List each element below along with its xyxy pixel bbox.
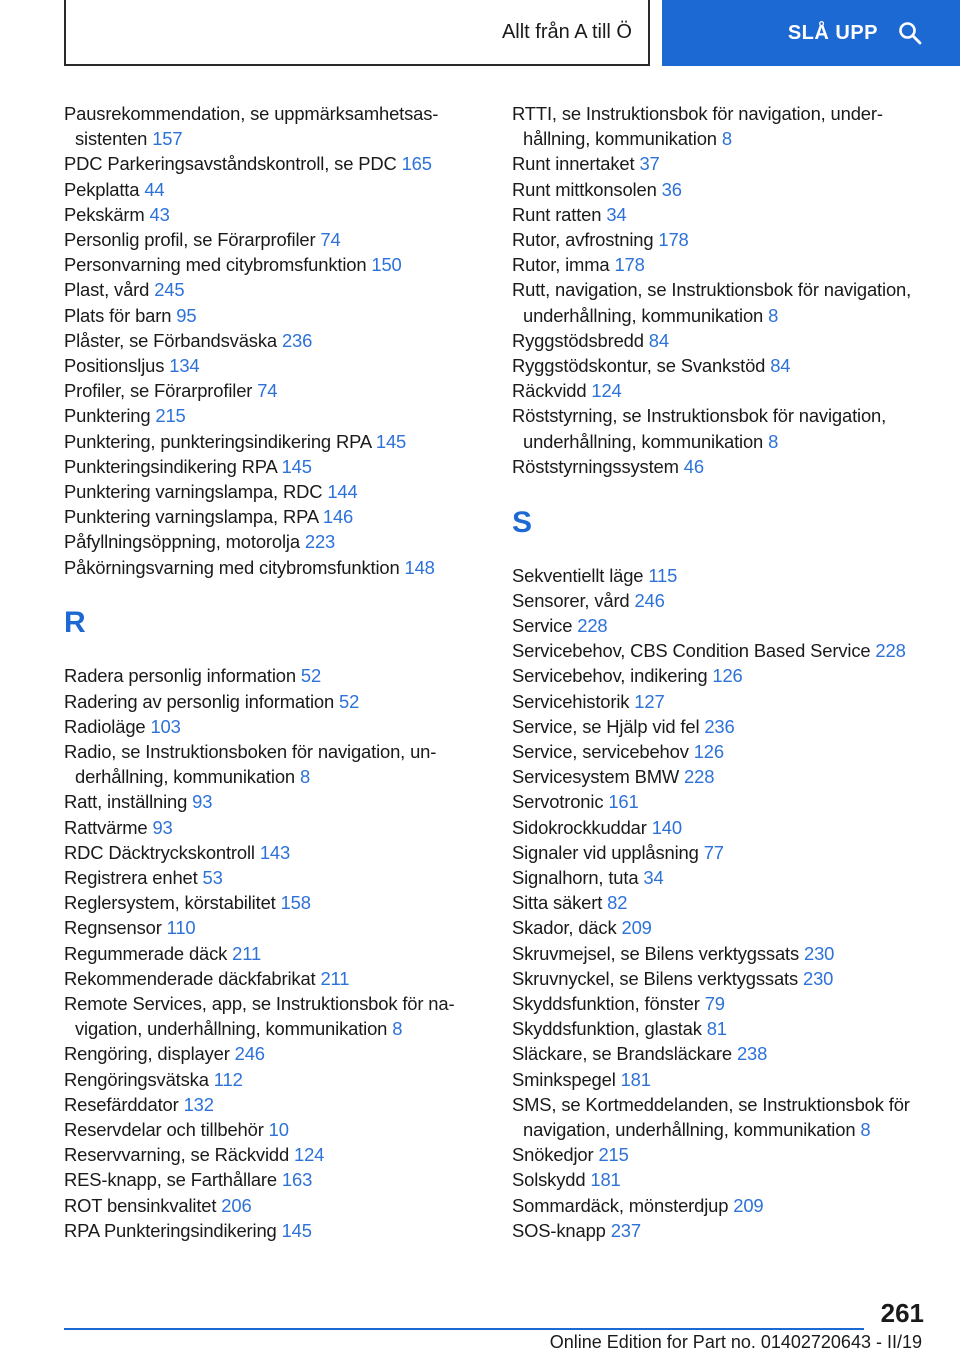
index-entry xyxy=(64,303,484,328)
index-entry xyxy=(512,1142,932,1167)
page-reference-link[interactable]: 178 xyxy=(658,229,689,251)
index-entry xyxy=(64,403,484,428)
index-entry xyxy=(512,588,932,613)
index-entry xyxy=(64,1092,484,1117)
page-reference-link[interactable]: 211 xyxy=(232,942,262,964)
index-entry xyxy=(64,739,484,789)
index-entry-text: Sminkspegel xyxy=(512,1068,616,1090)
index-entry-text: Sidokrockkuddar xyxy=(512,816,647,838)
index-entry xyxy=(512,454,932,479)
index-entry xyxy=(512,151,932,176)
page-reference-link[interactable]: 93 xyxy=(192,791,213,813)
search-icon xyxy=(898,21,922,45)
index-entry-text: Reglersystem, körstabilitet xyxy=(64,892,276,914)
index-entry-text: RDC Däcktryckskontroll xyxy=(64,841,255,863)
index-entry-text: Registrera enhet xyxy=(64,866,198,888)
index-entry xyxy=(64,328,484,353)
index-entry-text: Påfyllningsöppning, motorolja xyxy=(64,531,300,553)
index-entry xyxy=(512,563,932,588)
page-reference-link[interactable]: 43 xyxy=(149,203,170,225)
index-entry-text: Profiler, se Förarprofiler xyxy=(64,380,253,402)
footer-edition-text: Online Edition for Part no. 01402720643 - II/19 xyxy=(549,1332,922,1352)
index-entry-text: Rattvärme xyxy=(64,816,148,838)
page-reference-link[interactable]: 8 xyxy=(768,304,779,326)
index-entry xyxy=(512,277,932,327)
page-reference-link[interactable]: 144 xyxy=(327,481,358,503)
index-entry xyxy=(512,202,932,227)
page-reference-link[interactable]: 132 xyxy=(183,1093,214,1115)
index-entry-text: Service, se Hjälp vid fel xyxy=(512,715,700,737)
index-entry xyxy=(512,177,932,202)
index-entry xyxy=(64,1067,484,1092)
index-entry xyxy=(64,529,484,554)
page-reference-link[interactable]: 110 xyxy=(166,917,196,939)
index-entry xyxy=(64,151,484,176)
index-entry-text: Remote Services, app, se Instruktionsbok för navigation, underhållning, kommunikation xyxy=(64,993,455,1040)
index-entry xyxy=(64,227,484,252)
index-entry xyxy=(64,353,484,378)
page-reference-link[interactable]: 74 xyxy=(320,229,341,251)
index-entry-text: Sekventiellt läge xyxy=(512,564,644,586)
page-reference-link[interactable]: 46 xyxy=(683,455,704,477)
page-reference-link[interactable]: 52 xyxy=(339,690,360,712)
top-navigation-bar xyxy=(0,0,960,66)
page-reference-link[interactable]: 230 xyxy=(803,967,834,989)
index-entry-text: Service, servicebehov xyxy=(512,740,689,762)
index-entry xyxy=(512,1193,932,1218)
page-reference-link[interactable]: 34 xyxy=(606,203,627,225)
page-reference-link[interactable]: 112 xyxy=(213,1068,243,1090)
index-entry-text: Röststyrningssystem xyxy=(512,455,679,477)
index-entry xyxy=(512,663,932,688)
index-entry-text: Punktering varningslampa, RDC xyxy=(64,481,323,503)
index-entry-text: Servicesystem BMW xyxy=(512,766,680,788)
page-reference-link[interactable]: 158 xyxy=(280,892,311,914)
page-reference-link[interactable]: 237 xyxy=(610,1219,641,1241)
index-entry-text: Sommardäck, mönsterdjup xyxy=(512,1194,729,1216)
page-reference-link[interactable]: 228 xyxy=(875,640,906,662)
index-entry xyxy=(64,1117,484,1142)
index-entry-text: Radering av personlig information xyxy=(64,690,335,712)
index-entry xyxy=(512,1016,932,1041)
index-entry-text: Reservvarning, se Räckvidd xyxy=(64,1144,290,1166)
index-entry-text: Punktering varningslampa, RPA xyxy=(64,506,318,528)
page-reference-link[interactable]: 146 xyxy=(322,506,354,528)
page-reference-link[interactable]: 246 xyxy=(634,589,665,611)
index-entry xyxy=(512,840,932,865)
index-tab[interactable] xyxy=(64,0,650,66)
index-entry-text: Signalhorn, tuta xyxy=(512,866,639,888)
page-number: 261 xyxy=(880,1298,924,1328)
index-entry xyxy=(512,966,932,991)
index-entry xyxy=(512,101,932,151)
index-entry-text: Rutor, imma xyxy=(512,254,610,276)
index-entry xyxy=(64,101,484,151)
page-reference-link[interactable]: 134 xyxy=(169,355,200,377)
index-entry xyxy=(512,890,932,915)
index-entry-text: Punktering, punkteringsindikering RPA xyxy=(64,430,371,452)
index-entry xyxy=(64,789,484,814)
index-entry-text: RES-knapp, se Farthållare xyxy=(64,1169,277,1191)
index-entry-text: SOS-knapp xyxy=(512,1219,606,1241)
page-reference-link[interactable]: 84 xyxy=(648,329,669,351)
page-reference-link[interactable]: 157 xyxy=(152,128,183,150)
index-entry-text: Servotronic xyxy=(512,791,604,813)
index-entry-text: Ryggstödskontur, se Svankstöd xyxy=(512,355,766,377)
page-reference-link[interactable]: 223 xyxy=(304,531,336,553)
page-reference-link[interactable]: 126 xyxy=(693,740,724,762)
index-entry-text: Skruvmejsel, se Bilens verktygssats xyxy=(512,942,800,964)
index-entry xyxy=(64,202,484,227)
index-entry xyxy=(64,941,484,966)
index-entry xyxy=(64,555,484,580)
page-reference-link[interactable]: 236 xyxy=(281,329,313,351)
index-entry xyxy=(512,1041,932,1066)
page-reference-link[interactable]: 181 xyxy=(590,1169,621,1191)
index-entry xyxy=(64,454,484,479)
index-entry xyxy=(64,815,484,840)
index-entry-text: Skruvnyckel, se Bilens verktygssats xyxy=(512,967,799,989)
index-entry xyxy=(64,479,484,504)
index-entry-text: Rengöring, displayer xyxy=(64,1043,230,1065)
index-entry-text: Positionsljus xyxy=(64,355,165,377)
index-entry xyxy=(64,915,484,940)
index-entry xyxy=(64,1218,484,1243)
page-reference-link[interactable]: 8 xyxy=(299,766,311,788)
page-reference-link[interactable]: 181 xyxy=(620,1068,651,1090)
page-reference-link[interactable]: 228 xyxy=(684,766,715,788)
page-reference-link[interactable]: 206 xyxy=(221,1194,252,1216)
page-reference-link[interactable]: 93 xyxy=(152,816,173,838)
page-reference-link[interactable]: 145 xyxy=(375,430,407,452)
page-reference-link[interactable]: 143 xyxy=(259,841,291,863)
page-reference-link[interactable]: 8 xyxy=(860,1119,871,1141)
page-reference-link[interactable]: 8 xyxy=(392,1018,403,1040)
page-reference-link[interactable]: 36 xyxy=(661,178,682,200)
page-reference-link[interactable]: 238 xyxy=(736,1043,768,1065)
index-entry xyxy=(512,915,932,940)
index-entry-text: Runt ratten xyxy=(512,203,602,225)
index-entry xyxy=(512,789,932,814)
page-reference-link[interactable]: 161 xyxy=(608,791,639,813)
index-entry xyxy=(64,1167,484,1192)
index-entry-text: Signaler vid upplåsning xyxy=(512,841,699,863)
index-entry xyxy=(512,865,932,890)
index-entry-text: Runt innertaket xyxy=(512,153,635,175)
index-entry xyxy=(512,378,932,403)
page-reference-link[interactable]: 10 xyxy=(268,1119,289,1141)
index-entry-text: Sitta säkert xyxy=(512,892,603,914)
page-reference-link[interactable]: 163 xyxy=(281,1169,313,1191)
index-entry-text: Skyddsfunktion, fönster xyxy=(512,993,700,1014)
page-reference-link[interactable]: 52 xyxy=(300,665,322,687)
index-entry-text: Rutt, navigation, se Instruktionsbok för navigation, underhållning, kommunikation xyxy=(512,279,912,326)
index-entry-text: Pausrekommendation, se uppmärksamhetsassistenten xyxy=(64,103,439,150)
index-entry-text: Runt mittkonsolen xyxy=(512,178,657,200)
search-button[interactable] xyxy=(662,0,960,66)
page-reference-link[interactable]: 44 xyxy=(144,178,165,200)
index-entry-text: Service xyxy=(512,614,573,636)
page-reference-link[interactable]: 140 xyxy=(651,816,682,838)
index-entry xyxy=(512,714,932,739)
page-reference-link[interactable]: 145 xyxy=(281,1219,312,1241)
index-entry xyxy=(64,1142,484,1167)
index-entry xyxy=(512,613,932,638)
index-entry-text: RPA Punkteringsindikering xyxy=(64,1219,277,1241)
index-entry-text: Personlig profil, se Förarprofiler xyxy=(64,229,316,251)
page-reference-link[interactable]: 115 xyxy=(648,564,678,586)
section-letter: S xyxy=(512,505,533,539)
index-entry-text: Räckvidd xyxy=(512,380,587,402)
index-entry xyxy=(64,840,484,865)
index-entry-text: Regnsensor xyxy=(64,917,162,939)
index-entry-text: Punkteringsindikering RPA xyxy=(64,455,277,477)
index-entry xyxy=(512,1167,932,1192)
index-entry-text: Reservdelar och tillbehör xyxy=(64,1119,264,1141)
index-entry xyxy=(64,429,484,454)
index-entry xyxy=(64,252,484,277)
index-entry xyxy=(512,328,932,353)
index-entry-text: Radio, se Instruktionsboken för navigation, underhållning, kommunikation xyxy=(64,740,437,788)
page-reference-link[interactable]: 74 xyxy=(257,380,278,402)
index-entry xyxy=(512,638,932,663)
page-reference-link[interactable]: 209 xyxy=(733,1194,764,1216)
index-entry-text: PDC Parkeringsavståndskontroll, se PDC xyxy=(64,153,397,175)
index-entry-text: Plåster, se Förbandsväska xyxy=(64,329,277,351)
index-entry-text: Skyddsfunktion, glastak xyxy=(512,1018,702,1040)
index-entry-text: Pekskärm xyxy=(64,203,145,225)
page-reference-link[interactable]: 127 xyxy=(634,690,665,712)
index-entry-text: Personvarning med citybromsfunktion xyxy=(64,254,367,276)
page-reference-link[interactable]: 211 xyxy=(320,967,350,989)
index-entry xyxy=(64,1041,484,1066)
page-reference-link[interactable]: 215 xyxy=(598,1144,629,1166)
index-entry-text: Servicebehov, CBS Condition Based Service xyxy=(512,640,871,662)
page-reference-link[interactable]: 150 xyxy=(371,254,402,276)
index-entry xyxy=(512,941,932,966)
page-reference-link[interactable]: 178 xyxy=(614,254,645,276)
index-entry-text: Punktering xyxy=(64,405,151,427)
index-entry xyxy=(64,177,484,202)
index-entry-text: Rutor, avfrostning xyxy=(512,229,654,251)
page-reference-link[interactable]: 84 xyxy=(770,355,791,377)
page-reference-link[interactable]: 209 xyxy=(621,917,652,939)
index-entry xyxy=(512,227,932,252)
page-reference-link[interactable]: 215 xyxy=(155,405,186,427)
page-reference-link[interactable]: 148 xyxy=(404,556,435,578)
page-reference-link[interactable]: 77 xyxy=(703,841,724,863)
index-entry xyxy=(64,966,484,991)
index-entry-text: Servicebehov, indikering xyxy=(512,665,708,687)
page-reference-link[interactable]: 126 xyxy=(712,665,743,687)
index-entry xyxy=(512,1218,932,1243)
page-reference-link[interactable]: 37 xyxy=(639,153,660,175)
page-reference-link[interactable]: 8 xyxy=(768,430,779,452)
index-entry xyxy=(64,991,484,1041)
page-reference-link[interactable]: 228 xyxy=(577,614,608,636)
index-entry xyxy=(64,663,484,688)
page-reference-link[interactable]: 230 xyxy=(804,942,835,964)
page-reference-link[interactable]: 8 xyxy=(721,128,732,150)
section-letter: R xyxy=(64,606,86,640)
page-reference-link[interactable]: 53 xyxy=(202,866,223,888)
index-entry xyxy=(512,252,932,277)
index-entry-text: Snökedjor xyxy=(512,1144,594,1166)
index-entry xyxy=(512,353,932,378)
index-entry-text: Sensorer, vård xyxy=(512,589,630,611)
index-entry-text: Släckare, se Brandsläckare xyxy=(512,1043,732,1065)
page-reference-link[interactable]: 95 xyxy=(176,304,197,326)
index-entry-text: ROT bensinkvalitet xyxy=(64,1194,217,1216)
index-entry xyxy=(64,890,484,915)
index-entry xyxy=(64,504,484,529)
index-entry-text: Plast, vård xyxy=(64,279,150,301)
search-button-label: SLÅ UPP xyxy=(787,21,878,44)
page-reference-link[interactable]: 79 xyxy=(704,993,725,1014)
index-entry-text: Solskydd xyxy=(512,1169,586,1191)
index-entry xyxy=(512,991,932,1016)
index-column-left xyxy=(64,101,484,1243)
index-entry xyxy=(64,714,484,739)
page-reference-link[interactable]: 103 xyxy=(150,715,181,737)
page-reference-link[interactable]: 124 xyxy=(591,380,622,402)
index-entry xyxy=(64,1193,484,1218)
page-reference-link[interactable]: 245 xyxy=(154,279,185,301)
index-entry xyxy=(512,764,932,789)
index-entry-text: Radioläge xyxy=(64,715,146,737)
index-column-right xyxy=(512,101,932,1243)
index-entry xyxy=(512,689,932,714)
index-entry-text: Påkörningsvarning med citybromsfunktion xyxy=(64,556,400,578)
index-entry-text: Ryggstödsbredd xyxy=(512,329,644,351)
index-entry xyxy=(512,815,932,840)
page-reference-link[interactable]: 236 xyxy=(704,715,735,737)
index-entry-text: Regummerade däck xyxy=(64,942,228,964)
page-reference-link[interactable]: 145 xyxy=(281,455,312,477)
index-entry xyxy=(512,1092,932,1142)
index-entry-text: SMS, se Kortmeddelanden, se Instruktionsbok för navigation, underhållning, kommunikation xyxy=(512,1093,910,1141)
index-entry xyxy=(64,689,484,714)
index-entry xyxy=(64,277,484,302)
index-entry-text: Pekplatta xyxy=(64,178,140,200)
index-entry xyxy=(64,378,484,403)
index-entry-text: Servicehistorik xyxy=(512,690,630,712)
index-entry-text: Röststyrning, se Instruktionsbok för navigation, underhållning, kommunikation xyxy=(512,405,887,452)
index-entry-text: Ratt, inställning xyxy=(64,791,188,813)
page-reference-link[interactable]: 165 xyxy=(401,153,432,175)
page-reference-link[interactable]: 124 xyxy=(294,1144,325,1166)
index-entry xyxy=(512,403,932,453)
index-entry-text: Rengöringsvätska xyxy=(64,1068,209,1090)
index-entry xyxy=(512,739,932,764)
index-entry-text: Radera personlig information xyxy=(64,665,296,687)
index-tab-label: Allt från A till Ö xyxy=(501,20,632,43)
index-entry-text: Skador, däck xyxy=(512,917,617,939)
index-entry xyxy=(64,865,484,890)
index-entry-text: Plats för barn xyxy=(64,304,172,326)
footer-divider xyxy=(64,1328,864,1330)
page-reference-link[interactable]: 34 xyxy=(643,866,664,888)
page-reference-link[interactable]: 82 xyxy=(607,892,628,914)
index-entry-text: Resefärddator xyxy=(64,1093,179,1115)
index-entry xyxy=(512,1067,932,1092)
page-reference-link[interactable]: 246 xyxy=(234,1043,265,1065)
index-entry-text: RTTI, se Instruktionsbok för navigation, underhållning, kommunikation xyxy=(512,103,883,150)
index-entry-text: Rekommenderade däckfabrikat xyxy=(64,967,316,989)
page-reference-link[interactable]: 81 xyxy=(706,1018,727,1040)
